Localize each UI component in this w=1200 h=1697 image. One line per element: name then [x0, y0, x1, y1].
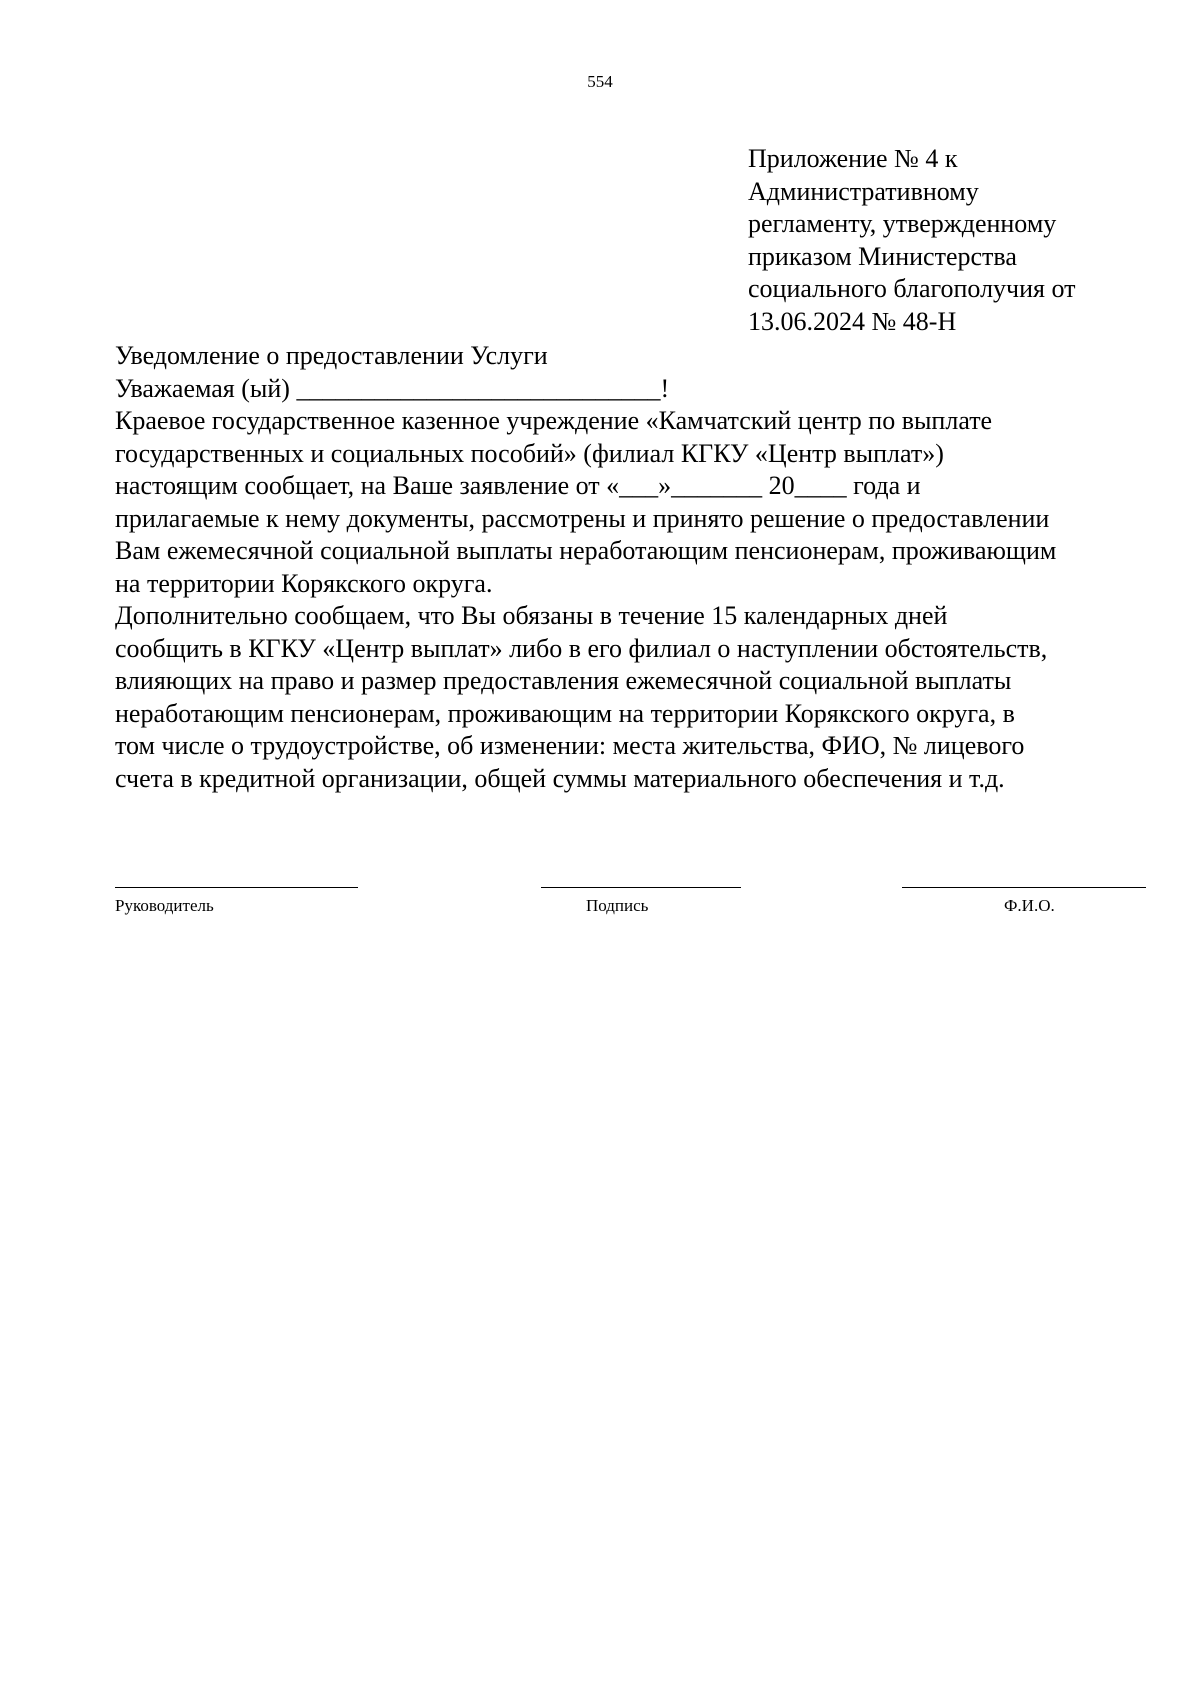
signature-line	[541, 887, 741, 888]
annex-line: регламенту, утвержденному	[748, 209, 1057, 238]
annex-line: 13.06.2024 № 48-Н	[748, 306, 957, 336]
signature-label: Подпись	[586, 896, 649, 915]
body-line: Дополнительно сообщаем, что Вы обязаны в течение 15 календарных дней	[115, 601, 948, 630]
body-line: том числе о трудоустройстве, об изменении: места жительства, ФИО, № лицевого	[115, 731, 1025, 760]
body-line: Вам ежемесячной социальной выплаты неработающим пенсионерам, проживающим	[115, 536, 1057, 565]
annex-line: Административному	[748, 176, 979, 206]
head-signature-line	[115, 887, 358, 888]
body-line: Краевое государственное казенное учреждение «Камчатский центр по выплате	[115, 406, 993, 435]
signature-block	[0, 887, 1200, 927]
greeting-line: Уважаемая (ый) ____________________________!	[115, 373, 670, 403]
body-line: счета в кредитной организации, общей суммы материального обеспечения и т.д.	[115, 763, 1005, 793]
head-label: Руководитель	[115, 896, 214, 915]
body-line: сообщить в КГКУ «Центр выплат» либо в его филиал о наступлении обстоятельств,	[115, 633, 1048, 663]
body-line: государственных и социальных пособий» (филиал КГКУ «Центр выплат»)	[115, 438, 944, 468]
annex-line: приказом Министерства	[748, 241, 1017, 271]
body-line: на территории Корякского округа.	[115, 568, 493, 598]
annex-line: Приложение № 4 к	[748, 144, 958, 173]
body-line: прилагаемые к нему документы, рассмотрены и принято решение о предоставлении	[115, 503, 1050, 533]
notice-title: Уведомление о предоставлении Услуги	[115, 341, 548, 370]
name-signature-line	[902, 887, 1146, 888]
annex-line: социального благополучия от	[748, 274, 1076, 303]
notice-body	[115, 340, 1195, 795]
page-number: 554	[587, 72, 613, 91]
annex-header	[748, 143, 1168, 338]
body-line: настоящим сообщает, на Ваше заявление от «___»_______ 20____ года и	[115, 471, 921, 500]
body-line: неработающим пенсионерам, проживающим на территории Корякского округа, в	[115, 698, 1015, 728]
name-label: Ф.И.О.	[1004, 896, 1055, 915]
body-line: влияющих на право и размер предоставления ежемесячной социальной выплаты	[115, 666, 1012, 695]
